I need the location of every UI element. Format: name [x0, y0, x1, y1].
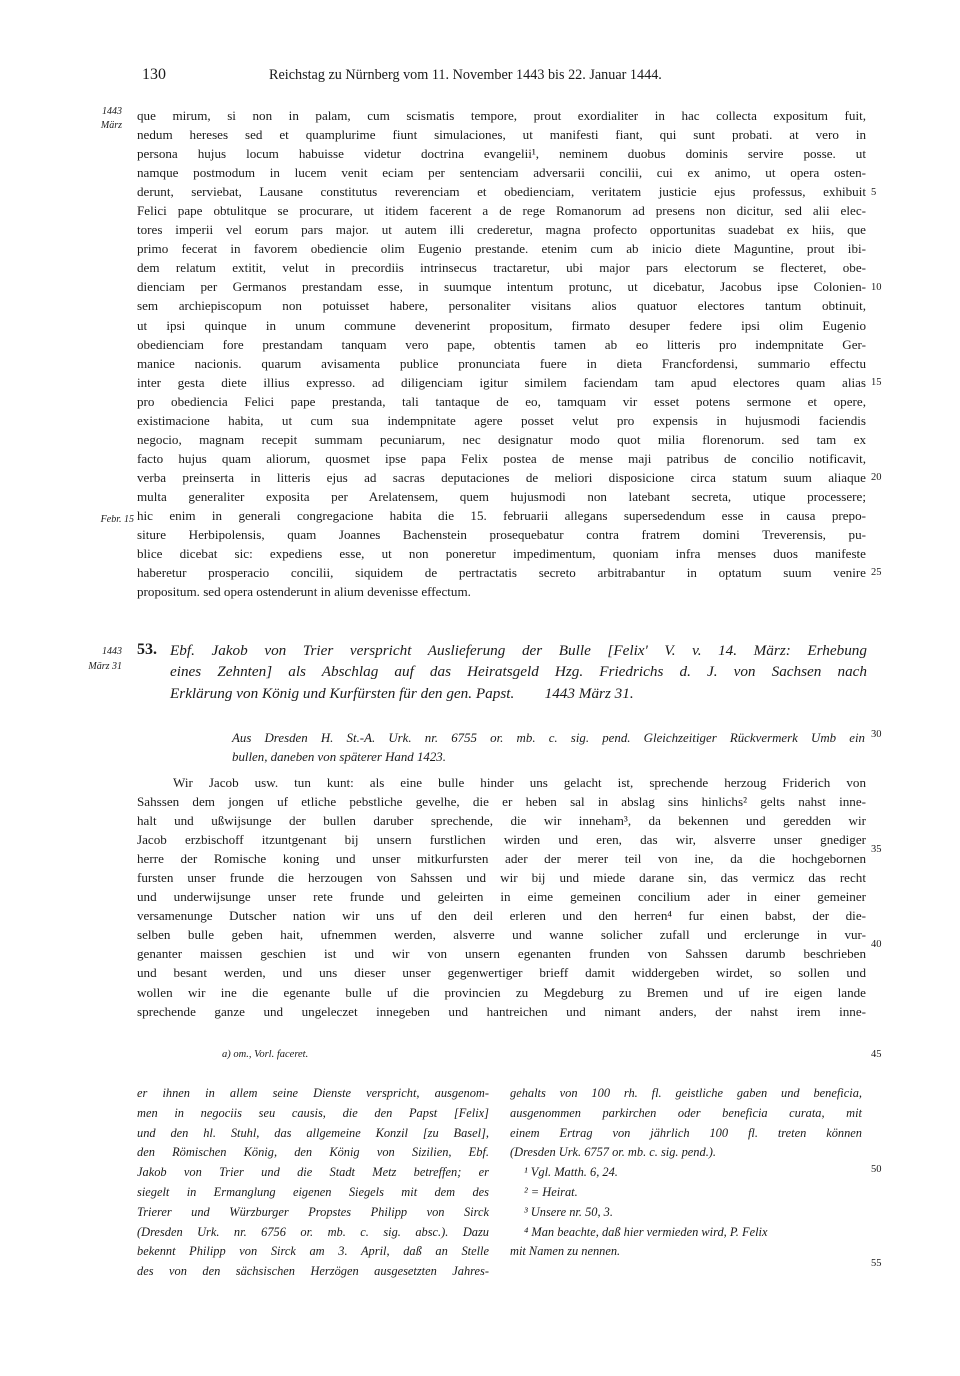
note-line: und den hl. Stuhl, das allgemeine Konzil [zu Basel], [137, 1125, 489, 1140]
text-line: herre der Romische koning und unser mitkurfursten ader der merer teil von ine, da die hochgebornen [137, 851, 866, 867]
footnote: ¹ Vgl. Matth. 6, 24. [524, 1165, 618, 1180]
text-line: genanter maissen geschien ist und wir von unsern egenanten frunden von Sahssen darumb beschrieben [137, 946, 866, 962]
line-number: 50 [871, 1164, 882, 1175]
line-number: 30 [871, 729, 882, 740]
text-line: multa generaliter exposita per Arelatensem, quem hujusmodi non latebant secreta, utique processere; [137, 488, 866, 504]
text-line: negocio, magnam recepit summam pecuniarum, nec designatur modo quot milia florenorum. sed tam ex [137, 431, 866, 447]
notes-column-left [137, 1084, 489, 1282]
footnote: ² = Heirat. [524, 1184, 578, 1199]
title-line: eines Zehnten] als Abschlag auf das Heiratsgeld Hzg. Friedrichs d. J. von Sachsen nach [170, 663, 867, 681]
title-line: Ebf. Jakob von Trier verspricht Auslieferung der Bulle [Felix' V. v. 14. März: Erhebung [170, 642, 867, 659]
textual-footnote: a) om., Vorl. faceret. [222, 1049, 309, 1060]
line-number: 15 [871, 377, 882, 388]
line-number: 55 [871, 1258, 882, 1269]
text-line: selben bulle geben hait, ufnemmen werden, alsverre und wanne solicher zufall und erclerunge in vur- [137, 927, 866, 943]
note-line: den Römischen König, den König von Sizilien, Ebf. [137, 1145, 489, 1160]
text-line: tores imperii vel eorum pars major. ut autem illi crederetur, magna profecto opportunitas suadebat ex hiis, que [137, 222, 866, 238]
text-line: haberetur prosperacio concilii, siquidem de pertractatis secreto arbitrabantur in optatum suum venire [137, 565, 866, 581]
line-number: 5 [871, 187, 877, 198]
text-line: Wir Jacob usw. tun kunt: als eine bulle hinder uns gelacht ist, sprechende herzoug Friderich von [173, 775, 866, 790]
text-line: inter gesta diete illius expresso. ad diligenciam igitur similem faciendam tam apud electores quam alias [137, 374, 866, 390]
line-number: 10 [871, 282, 882, 293]
line-number: 35 [871, 844, 882, 855]
note-line: er ihnen in allem seine Dienste verspricht, ausgenom- [137, 1086, 489, 1100]
text-line: sem archiepiscopum non potuisset habere, personaliter visitans alios quatuor electores tantum obtinuit, [137, 298, 866, 314]
margin-section-date: März 31 [88, 661, 122, 672]
section-number: 53. [137, 641, 157, 658]
text-line: propositum. sed opera ostenderunt in alium devenisse effectum. [137, 584, 471, 600]
page-number: 130 [142, 66, 166, 83]
text-line: derunt, serviebat, Lausane constitutus reverenciam et obedienciam, veritatem justicie ejus professus, exhibuit [137, 184, 866, 200]
source-note [232, 729, 865, 766]
text-line: nedum hereses sed et quamplurime fiunt simulaciones, ut manifesti fiant, qui sunt probati. at vero in [137, 127, 866, 143]
text-line: namque postmodum in lucem venit eciam per sentenciam adversarii concilii, cui ex animo, ut opera osten- [137, 165, 866, 181]
line-number: 20 [871, 472, 882, 483]
note-line: ausgenommen parkirchen oder beneficia curata, mit [510, 1105, 862, 1120]
line-number: 25 [871, 567, 882, 578]
margin-date-month: März [100, 120, 122, 131]
running-title: Reichstag zu Nürnberg vom 11. November 1443 bis 22. Januar 1444. [269, 67, 662, 83]
section-title [170, 640, 867, 704]
source-line: bullen, daneben von späterer Hand 1423. [232, 749, 446, 764]
source-line: Aus Dresden H. St.-A. Urk. nr. 6755 or. mb. c. sig. pend. Gleichzeitiger Rückvermerk Umb ein [232, 731, 865, 745]
note-line: Jakob von Trier und die Stadt Metz betreffen; er [137, 1165, 489, 1180]
text-line: que mirum, si non in palam, cum scismatis tempore, prout exordialiter in hac collecta expositum fuit, [137, 108, 866, 123]
line-number: 45 [871, 1049, 882, 1060]
note-line: gehalts von 100 rh. fl. geistliche gaben und beneficia, [510, 1086, 862, 1100]
note-line: men in negociis seu causis, die den Papst [Felix] [137, 1105, 489, 1120]
text-line: verba preinserta in litteris ejus ad sacras deputaciones de meliori disposicione circa statum suum aliaque [137, 469, 866, 485]
text-line: wollen wir ine die egenante bulle uf die provincien zu Megdeburg zu Bremen und uf ire eigen lande [137, 984, 866, 1000]
text-line: halt und ußwijsunge der bullen daruber sprechende, die wir inneham³, da bekennen und geredden wir [137, 813, 866, 829]
text-line: versamenunge Dutscher nation wir uns uf den deil erleren und den herren⁴ fur einen babst, der die- [137, 908, 866, 924]
text-line: Sahssen dem jongen uf etliche pebstliche gevelhe, die er heben sal in abslag sins hinlichs² gelts nahst inne- [137, 794, 866, 810]
footnote: ⁴ Man beachte, daß hier vermieden wird, P. Felix [524, 1224, 768, 1239]
footnote-continuation: mit Namen zu nennen. [510, 1244, 621, 1259]
body-text-german [137, 773, 866, 1021]
note-line: Trierer und Würzburger Propstes Philipp von Sirck [137, 1204, 489, 1219]
text-line: fursten unser frunde die herzougen von Sahssen und wir bij und miede darane sin, das vermicz das recht [137, 870, 866, 886]
text-line: und underwijsunge unser rete frunde und geleirten in eime gemeinen concilium ader in einer gemeiner [137, 889, 866, 905]
text-line: Jacob erzbischoff itzuntgenant bij unsern furstlichen wirden und eren, das wir, alsverre unser gnediger [137, 832, 866, 848]
text-line: ut ipsi quinque in unum commune devenerint propositum, firmato desuper federe ipsi olim Eugenio [137, 317, 866, 333]
margin-date-feb: Febr. 15 [100, 514, 134, 525]
text-line: facto hujus quam aliorum, quosmet ipse papa Felix postea de mense maji patribus de concilio notificavit, [137, 450, 866, 466]
margin-section-year: 1443 [102, 646, 122, 657]
note-line: des von den sächsischen Herzögen ausgesetzten Jahres- [137, 1264, 489, 1279]
text-line: primo fecerat in favorem obediencie olim Eugenio prestande. etenim cum ab inicio diete Maguntine, prout ibi- [137, 241, 866, 257]
text-line: pro obediencia Felici pape prestanda, tali tantaque de eo, tamquam vir esset potens sermone et opere, [137, 393, 866, 409]
note-line: siegelt in Ermanglung eigenen Siegels mit dem des [137, 1184, 489, 1199]
notes-column-right [510, 1084, 862, 1262]
text-line: existimacione habita, ut cum sua indempnitate agere posset velut pro expensis in hujusmodi faciendis [137, 412, 866, 428]
line-number: 40 [871, 939, 882, 950]
text-line: dienciam per Germanos prestandam esse, in suumque intentum protunc, ut dicebatur, Jacobus ipse Colonien- [137, 279, 866, 295]
text-line: hic enim in generali congregacione habita die 15. februarii allegans supersedendum esse in causa prepo- [137, 507, 866, 523]
text-line: blice dicebat sic: expediens esse, ut non poneretur impedimentum, quoniam infra menses duos manifeste [137, 546, 866, 562]
text-line: und besant werden, und uns dieser unser gegenwertiger brieff damit widdergeben wirdet, so sollen und [137, 965, 866, 981]
note-line: (Dresden Urk. nr. 6756 or. mb. c. sig. absc.). Dazu [137, 1224, 489, 1239]
note-line: bekennt Philipp von Sirck am 3. April, daß an Stelle [137, 1244, 489, 1259]
text-line: Felici pape obtulitque se procurare, ut itidem facerent a de rege Romanorum ad presens non dicitur, sed alii elec- [137, 203, 866, 219]
text-line: persona hujus locum habuisse videtur doctrina evangelii¹, neminem duobus dominis servire posse. ut [137, 146, 866, 162]
text-line: dem relatum extitit, velut in precordiis intrinsecus tractaretur, ubi major pars electorum se flecteret, obe- [137, 260, 866, 276]
note-line: (Dresden Urk. 6757 or. mb. c. sig. pend.). [510, 1145, 717, 1160]
note-line: einem Ertrag von jährlich 100 fl. treten können [510, 1125, 862, 1140]
text-line: manice nacionis. quarum avisamenta publice pronunciata fuere in dieta Francfordensi, summario effectu [137, 355, 866, 371]
text-line: obedienciam fore prestandam tanquam vero pape, obtentis tamen ab eo litteris pro indempnitate Ger- [137, 336, 866, 352]
footnote: ³ Unsere nr. 50, 3. [524, 1204, 613, 1219]
margin-date-year: 1443 [102, 106, 122, 117]
title-line: Erklärung von König und Kurfürsten für den gen. Papst. 1443 März 31. [170, 684, 634, 702]
body-text-latin [137, 106, 866, 601]
text-line: siture Herbipolensis, quam Joannes Bachenstein prosequebatur contra fratrem domini Treverensis, pu- [137, 527, 866, 543]
text-line: sprechende ganze und ungeleczet innegeben und hantreichen und nimant anders, der nahst irem inne- [137, 1003, 866, 1019]
